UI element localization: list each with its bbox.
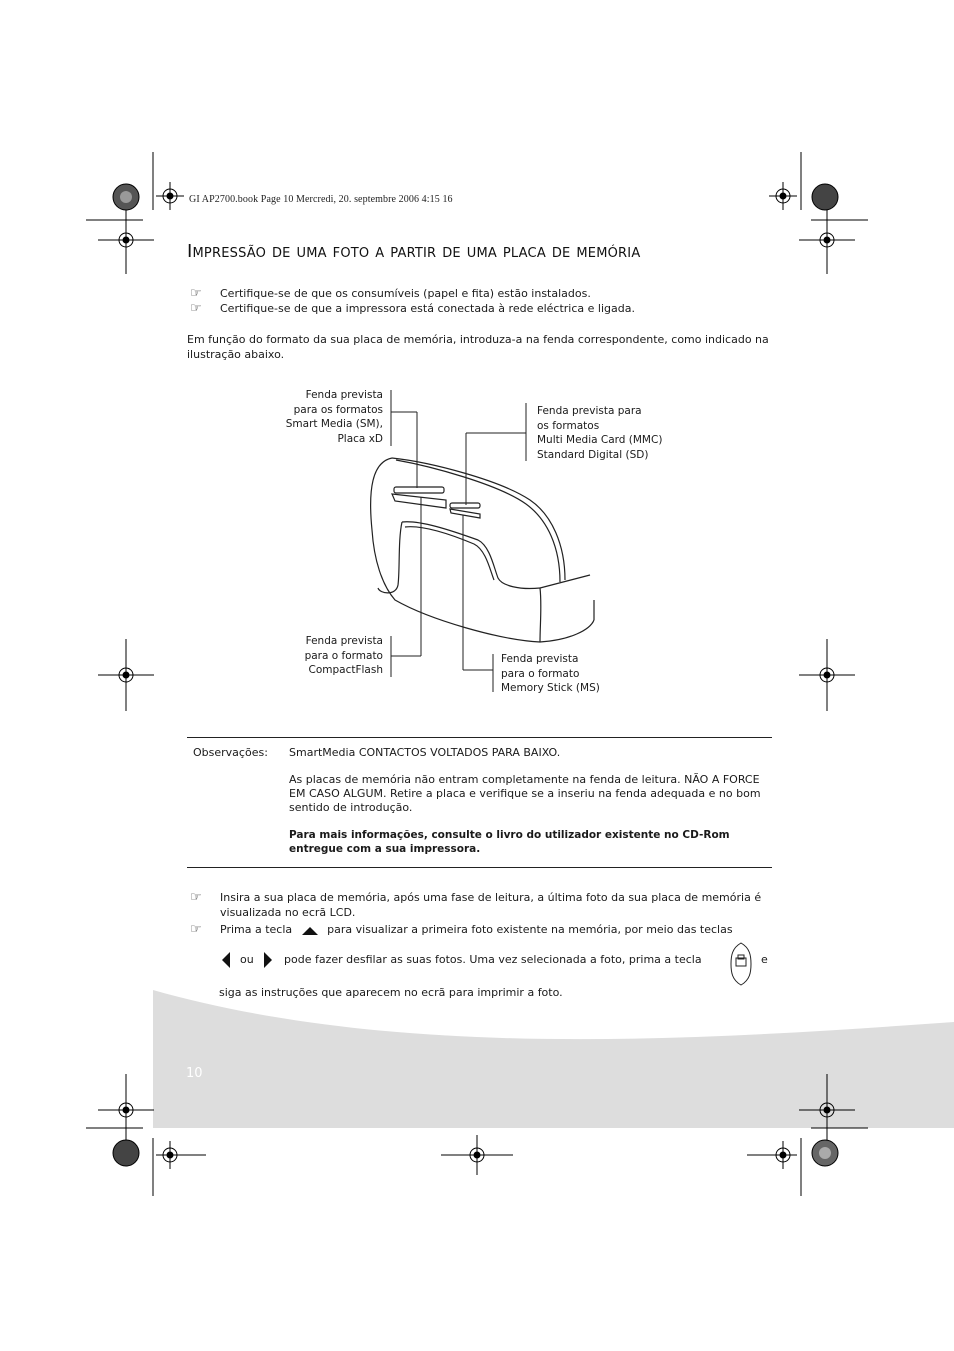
- up-arrow-key-icon: [300, 924, 320, 936]
- list-item: ☞ Certifique-se de que os consumíveis (papel e fita) estão instalados.: [190, 286, 591, 301]
- intro-paragraph: Em função do formato da sua placa de memória, introduza-a na fenda correspondente, como indicado na ilustração abaixo.: [187, 333, 769, 361]
- pointing-hand-icon: ☞: [190, 922, 202, 937]
- notes-label: Observações:: [193, 746, 268, 759]
- pointing-hand-icon: ☞: [190, 286, 202, 301]
- notes-box: [187, 737, 772, 868]
- callout-memory-stick: Fenda prevista para o formato Memory Stick (MS): [501, 653, 600, 694]
- pointing-hand-icon: ☞: [190, 301, 202, 316]
- left-arrow-key-icon: [220, 951, 232, 969]
- callout-smart-media: Fenda prevista para os formatos Smart Media (SM), Placa xD: [285, 389, 383, 445]
- note-paragraph: Para mais informações, consulte o livro do utilizador existente no CD-Rom entregue com a sua impressora.: [289, 829, 730, 855]
- note-paragraph: As placas de memória não entram completamente na fenda de leitura. NÃO A FORCE EM CASO ALGUM. Retire a placa e verifique se a inseriu na fenda adequada e no bom sentido de introdução.: [289, 773, 761, 814]
- step-2-last-line: siga as instruções que aparecem no ecrã para imprimir a foto.: [219, 986, 563, 999]
- step-2: ☞ Prima a tecla para visualizar a primeira foto existente na memória, por meio das teclas: [190, 922, 733, 937]
- pointing-hand-icon: ☞: [190, 890, 202, 905]
- print-header: GI AP2700.book Page 10 Mercredi, 20. septembre 2006 4:15 16: [189, 194, 453, 205]
- right-arrow-key-icon: [262, 951, 274, 969]
- step-1: ☞ Insira a sua placa de memória, após uma fase de leitura, a última foto da sua placa de memória é visualizada no ecrã LCD.: [190, 890, 762, 919]
- page-number: 10: [186, 1066, 203, 1081]
- callout-mmc-sd: Fenda prevista para os formatos Multi Media Card (MMC) Standard Digital (SD): [537, 405, 663, 461]
- page-title: Impressão de uma foto a partir de uma placa de memória: [187, 241, 641, 262]
- notes-text: [289, 746, 769, 869]
- note-paragraph: SmartMedia CONTACTOS VOLTADOS PARA BAIXO.: [289, 746, 561, 759]
- list-item: ☞ Certifique-se de que a impressora está conectada à rede eléctrica e ligada.: [190, 301, 635, 316]
- callout-compactflash: Fenda prevista para o formato CompactFlash: [304, 635, 383, 676]
- step-2-continued: ou pode fazer desfilar as suas fotos. Uma vez selecionada a foto, prima a tecla e: [218, 942, 774, 986]
- print-key-icon: [728, 942, 754, 986]
